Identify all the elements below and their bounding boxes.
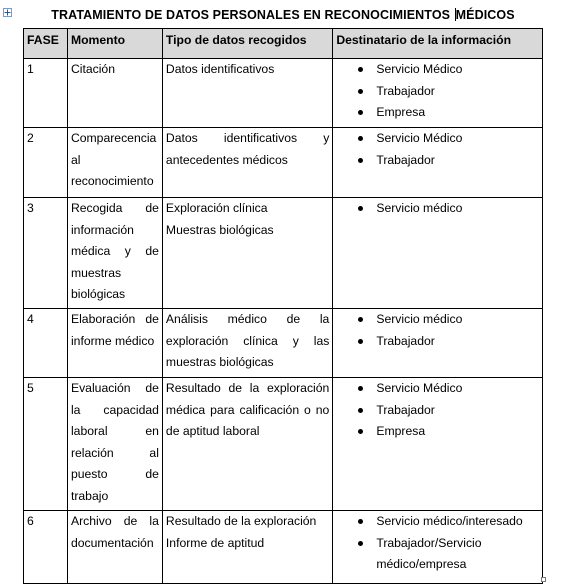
cell-fase: 1 <box>24 59 68 128</box>
cell-destinatario <box>333 128 543 198</box>
cell-fase: 6 <box>24 511 68 584</box>
cell-momento: Archivo de la documentación <box>67 511 162 584</box>
bullet-icon <box>358 67 363 72</box>
table-row <box>24 511 543 584</box>
list-item-text: Trabajador <box>376 402 435 417</box>
title-text-part2: MÉDICOS <box>455 8 515 22</box>
tipo-line: Muestras biológicas <box>165 222 274 237</box>
bullet-icon <box>358 429 363 434</box>
destinatario-list <box>336 59 539 124</box>
bullet-icon <box>358 386 363 391</box>
cell-momento: Elaboración de informe médico <box>67 309 162 378</box>
cell-tipo: Resultado de la exploración médica para calificación o no de aptitud laboral <box>162 378 332 511</box>
header-tipo-datos: Tipo de datos recogidos <box>162 29 332 59</box>
bullet-icon <box>358 158 363 163</box>
list-item-text: Servicio médico <box>376 312 463 326</box>
list-item-text: Servicio Médico <box>376 131 463 145</box>
cell-tipo: Datos identificativos y antecedentes médicos <box>162 128 332 198</box>
table-row <box>24 378 543 511</box>
list-item-text: Servicio médico/interesado <box>376 514 523 528</box>
list-item <box>336 533 539 576</box>
cell-destinatario <box>333 511 543 584</box>
table-resize-handle[interactable] <box>541 577 546 582</box>
list-item-text: Empresa <box>376 424 426 438</box>
cell-fase: 2 <box>24 128 68 198</box>
list-item-text: Servicio médico <box>376 201 463 215</box>
list-item <box>336 102 539 124</box>
bullet-icon <box>358 110 363 115</box>
cell-fase: 3 <box>24 198 68 309</box>
cell-tipo: Análisis médico de la exploración clínica y las muestras biológicas <box>162 309 332 378</box>
list-item <box>336 309 539 331</box>
bullet-icon <box>358 519 363 524</box>
title-text-part1: TRATAMIENTO DE DATOS PERSONALES EN RECONOCIMIENTOS <box>51 8 454 22</box>
destinatario-list <box>336 511 539 576</box>
table-row <box>24 59 543 128</box>
cell-fase: 5 <box>24 378 68 511</box>
list-item <box>336 511 539 533</box>
cell-momento: Recogida de información médica y de muestras biológicas <box>67 198 162 309</box>
list-item <box>336 331 539 353</box>
bullet-icon <box>358 541 363 546</box>
list-item <box>336 421 539 443</box>
cell-destinatario <box>333 198 543 309</box>
list-item <box>336 128 539 150</box>
destinatario-list <box>336 378 539 443</box>
list-item-text: Servicio Médico <box>376 62 463 76</box>
list-item-text: Trabajador <box>376 83 435 98</box>
header-fase: FASE <box>24 29 68 59</box>
list-item <box>336 81 539 103</box>
header-momento: Momento <box>67 29 162 59</box>
table-row <box>24 128 543 198</box>
cell-tipo <box>162 511 332 584</box>
destinatario-list <box>336 128 539 171</box>
header-destinatario: Destinatario de la información <box>333 29 543 59</box>
list-item-text: Servicio Médico <box>376 381 463 395</box>
bullet-icon <box>358 136 363 141</box>
tipo-line: Exploración clínica <box>165 201 268 215</box>
bullet-icon <box>358 206 363 211</box>
cell-destinatario <box>333 378 543 511</box>
cell-tipo: Datos identificativos <box>162 59 332 128</box>
destinatario-list <box>336 309 539 352</box>
document-title <box>0 8 566 22</box>
table-row <box>24 198 543 309</box>
table-row <box>24 309 543 378</box>
list-item <box>336 378 539 400</box>
list-item <box>336 59 539 81</box>
cell-destinatario <box>333 59 543 128</box>
list-item <box>336 400 539 422</box>
cell-destinatario <box>333 309 543 378</box>
cell-tipo <box>162 198 332 309</box>
tipo-line: Resultado de la exploración <box>165 514 317 528</box>
cell-momento: Evaluación de la capacidad laboral en relación al puesto de trabajo <box>67 378 162 511</box>
cell-fase: 4 <box>24 309 68 378</box>
list-item-text: Empresa <box>376 105 426 119</box>
list-item <box>336 150 539 172</box>
table-header-row <box>24 29 543 59</box>
list-item-text: Trabajador <box>376 152 435 167</box>
bullet-icon <box>358 89 363 94</box>
tipo-line: Informe de aptitud <box>165 535 265 550</box>
data-table <box>23 28 543 584</box>
cell-momento: Citación <box>67 59 162 128</box>
destinatario-list <box>336 198 539 220</box>
list-item-text: Trabajador <box>376 333 435 348</box>
cell-momento: Comparecencia al reconocimiento <box>67 128 162 198</box>
list-item <box>336 198 539 220</box>
list-item-text: Trabajador/Servicio médico/empresa <box>376 535 482 571</box>
bullet-icon <box>358 408 363 413</box>
bullet-icon <box>358 339 363 344</box>
bullet-icon <box>358 317 363 322</box>
